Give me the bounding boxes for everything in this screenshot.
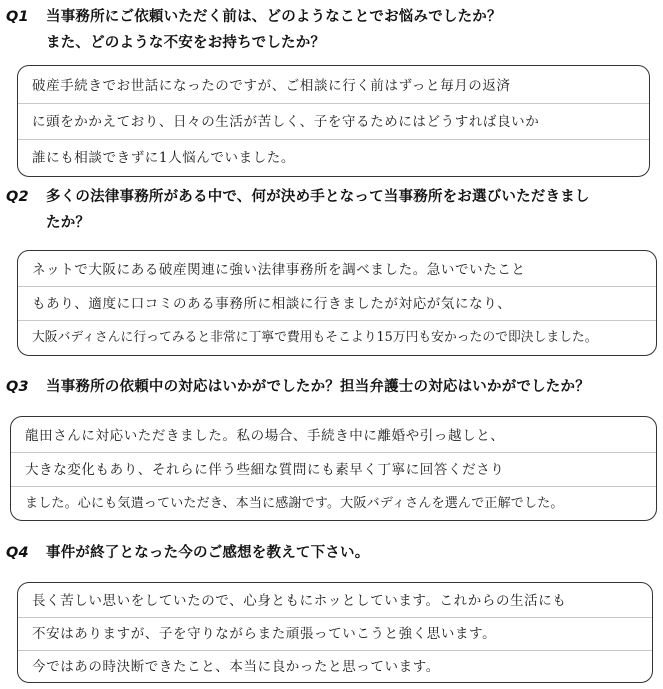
answer-box-q1 <box>17 65 650 177</box>
question-number: Q1 <box>6 9 29 25</box>
answer-line: 大きな変化もあり、それらに伴う些細な質問にも素早く丁寧に回答くださり <box>25 462 505 478</box>
answer-line: ネットで大阪にある破産関連に強い法律事務所を調べました。急いでいたこと <box>32 262 526 278</box>
answer-line: 龍田さんに対応いただきました。私の場合、手続き中に離婚や引っ越しと、 <box>25 428 505 444</box>
answer-line: に頭をかかえており、日々の生活が苦しく、子を守るためにはどうすれば良いか <box>32 114 540 130</box>
question-q2 <box>0 184 660 236</box>
answer-line: 不安はありますが、子を守りながらまた頑張っていこうと強く思います。 <box>32 626 497 642</box>
answer-box-q4 <box>17 582 653 683</box>
answer-line: 大阪バディさんに行ってみると非常に丁寧で費用もそこより15万円も安かったので即決しました。 <box>32 330 598 345</box>
question-line: Q2 多くの法律事務所がある中で、何が決め手となって当事務所をお選びいただきまし <box>0 184 660 210</box>
answer-line: もあり、適度に口コミのある事務所に相談に行きましたが対応が気になり、 <box>32 296 512 312</box>
question-line: たか？ <box>46 215 91 231</box>
answer-line: 誰にも相談できずに1人悩んでいました。 <box>32 150 295 166</box>
answer-line: ました。心にも気遣っていただき、本当に感謝です。大阪バディさんを選んで正解でした。 <box>25 496 564 511</box>
question-q4 <box>0 540 660 566</box>
question-line: また、どのような不安をお持ちでしたか？ <box>46 35 326 51</box>
answer-line: 長く苦しい思いをしていたので、心身ともにホッとしています。これからの生活にも <box>32 593 567 609</box>
answer-line: 破産手続きでお世話になったのですが、ご相談に行く前はずっと毎月の返済 <box>32 78 511 94</box>
question-line: Q1 当事務所にご依頼いただく前は、どのようなことでお悩みでしたか？ <box>0 4 660 30</box>
question-number: Q4 <box>6 545 29 561</box>
answer-line: 今ではあの時決断できたこと、本当に良かったと思っています。 <box>32 659 440 675</box>
answer-box-q3 <box>10 416 657 521</box>
question-number: Q3 <box>6 379 29 395</box>
question-q1 <box>0 4 660 56</box>
question-number: Q2 <box>6 189 29 205</box>
question-line: Q4 事件が終了となった今のご感想を教えて下さい。 <box>0 540 660 566</box>
answer-box-q2 <box>17 250 657 356</box>
question-line: Q3 当事務所の依頼中の対応はいかがでしたか？担当弁護士の対応はいかがでしたか？ <box>0 374 660 400</box>
question-q3 <box>0 374 660 400</box>
